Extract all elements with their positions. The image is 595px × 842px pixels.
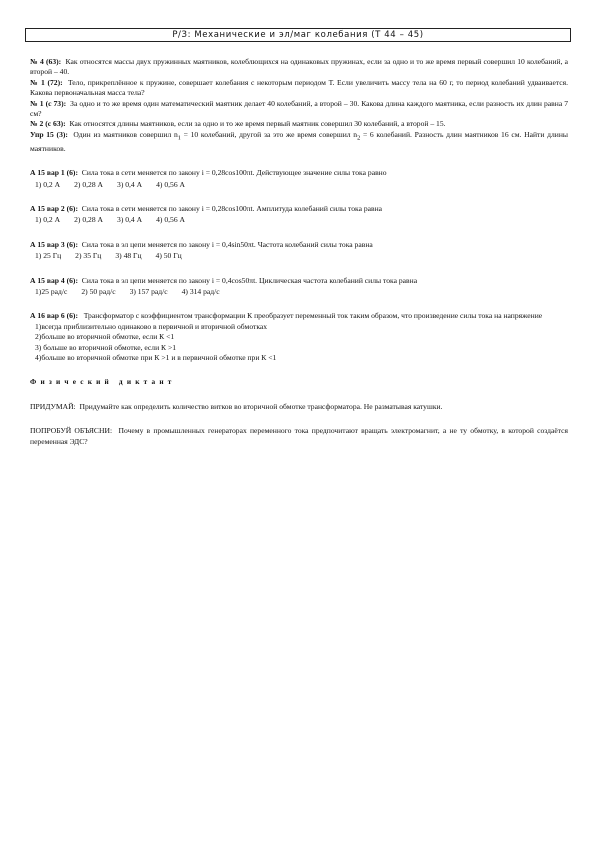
exercise-text: Один из маятников совершил n: [73, 129, 178, 139]
variant-label: А 15 вар 3 (6):: [30, 239, 78, 249]
task-explain: [30, 426, 568, 447]
variant-text: Сила тока в эл цепи меняется по закону i = 0,4sin50πt. Частота колебаний силы тока равна: [81, 239, 373, 249]
variant-1: [30, 168, 568, 178]
problem-label: № 1 (с 73):: [30, 98, 67, 108]
spacer: [30, 226, 568, 240]
spacer: [30, 297, 568, 311]
answer-option: 3) 48 Гц: [115, 251, 142, 261]
spacer: [30, 190, 568, 204]
variant-text: Трансформатор с коэффициентом трансформации К преобразует переменный ток таким образом, что произведение силы тока на напряжение: [83, 311, 543, 321]
variant-text: Сила тока в эл цепи меняется по закону i = 0,4cos50πt. Циклическая частота колебаний силы тока равна: [81, 275, 418, 285]
problem-text: Как относятся массы двух пружинных маятников, колеблющихся на одинаковых пружинах, если за одно и то же время первый совершил 10 колебаний, а второй – 40.: [30, 57, 568, 77]
problem-1: [30, 57, 568, 78]
variant-3: [30, 240, 568, 250]
answer-options: [35, 287, 568, 297]
answer-option: 4)больше во вторичной обмотке при К >1 и в первичной обмотке при К <1: [35, 353, 277, 363]
exercise-label: Упр 15 (3):: [30, 129, 68, 139]
task-label: ПРИДУМАЙ:: [30, 401, 76, 411]
variant-2: [30, 204, 568, 214]
spacer: [30, 154, 568, 168]
problem-3: [30, 99, 568, 120]
answer-option: 3) больше во вторичной обмотке, если К >1: [35, 342, 177, 352]
transformer-question: [30, 311, 568, 321]
problem-text: Тело, прикреплённое к пружине, совершает колебания с некоторым периодом Т. Если увеличить массу тела на 60 г, то период колебаний удваивается. Какова первоначальная масса тела?: [30, 77, 569, 98]
answer-option: 2) 0,28 А: [74, 179, 104, 189]
answer-options: [35, 251, 568, 261]
variant-text: Сила тока в сети меняется по закону i = 0,28cos100πt. Амплитуда колебаний силы тока равна: [81, 203, 383, 213]
answer-option: 3) 0,4 А: [117, 215, 143, 225]
answer-option: 1) 0,2 А: [35, 215, 61, 225]
task-label: ПОПРОБУЙ ОБЪЯСНИ:: [30, 426, 113, 436]
answer-option: 2) 35 Гц: [75, 251, 102, 261]
variant-label: А 15 вар 2 (6):: [30, 203, 78, 213]
exercise-15: [30, 130, 568, 154]
answer-option: 1)25 рад/с: [35, 287, 68, 297]
answer-option: 4) 0,56 А: [156, 179, 186, 189]
variant-label: А 16 вар 6 (6):: [30, 311, 78, 321]
task-text: Придумайте как определить количество витков во вторичной обмотке трансформатора. Не разматывая катушки.: [79, 401, 443, 411]
exercise-text: = 10 колебаний, другой за это же время совершил n: [180, 129, 358, 139]
answer-options: [35, 215, 568, 225]
answer-option: 1) 25 Гц: [35, 251, 62, 261]
worksheet-content: [30, 57, 568, 447]
subscript: 1: [177, 134, 181, 142]
problem-label: № 1 (72):: [30, 77, 63, 87]
answer-option: 4) 50 Гц: [155, 251, 182, 261]
variant-text: Сила тока в сети меняется по закону i = 0,28cos100πt. Действующее значение силы тока равно: [81, 168, 387, 178]
spacer: [30, 412, 568, 426]
answer-option: 4) 0,56 А: [156, 215, 186, 225]
answer-option: 3) 157 рад/с: [129, 287, 168, 297]
variant-4: [30, 276, 568, 286]
variant-label: А 15 вар 1 (6):: [30, 168, 78, 178]
exercise-text: = 6 колебаний. Разность длин маятников 16 см. Найти длины маятников.: [30, 129, 569, 153]
answer-options: [35, 180, 568, 190]
answer-option: 2)больше во вторичной обмотке, если К <1: [35, 332, 175, 342]
answer-option: 1) 0,2 А: [35, 179, 61, 189]
problem-text: Как относятся длины маятников, если за одно и то же время первый маятник совершил 30 колебаний, а второй – 15.: [69, 119, 446, 129]
answer-option: 4) 314 рад/с: [181, 287, 220, 297]
answer-option: 1)всегда приблизительно одинаково в первичной и вторичной обмотках: [35, 321, 268, 331]
page-title: Р/З: Механические и эл/маг колебания (Т 44 – 45): [25, 28, 571, 42]
problem-2: [30, 78, 568, 99]
problem-label: № 2 (с 63):: [30, 119, 66, 129]
answer-option: 2) 50 рад/с: [81, 287, 116, 297]
problem-text: За одно и то же время один математический маятник делает 40 колебаний, а второй – 30. Какова длина каждого маятника, если разность их длин равна 7 см?: [30, 98, 568, 119]
task-invent: [30, 402, 568, 412]
problem-label: № 4 (63):: [30, 57, 62, 66]
spacer: [30, 363, 568, 377]
spacer: [30, 388, 568, 402]
dictation-heading: Физический диктант: [30, 377, 176, 387]
answer-option: 3) 0,4 А: [117, 179, 143, 189]
answer-option: 2) 0,28 А: [74, 215, 104, 225]
spacer: [30, 262, 568, 276]
subscript: 2: [357, 134, 361, 142]
task-text: Почему в промышленных генераторах переменного тока предпочитают вращать электромагнит, а не ту обмотку, в которой создаётся переменная ЭДС?: [30, 426, 568, 446]
problem-4: [30, 119, 568, 129]
variant-label: А 15 вар 4 (6):: [30, 275, 78, 285]
